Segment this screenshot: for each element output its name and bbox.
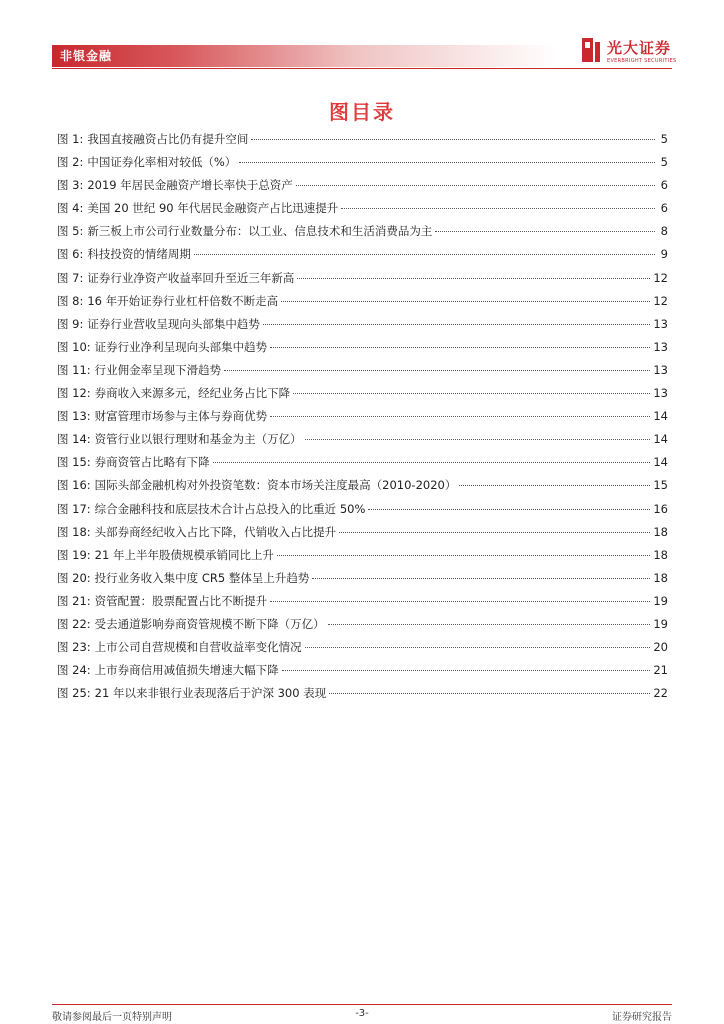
toc-entry-text: 21 年以来非银行业表现落后于沪深 300 表现 bbox=[94, 686, 327, 701]
toc-leader bbox=[270, 601, 650, 602]
toc-leader bbox=[277, 555, 650, 556]
toc-entry[interactable] bbox=[57, 267, 668, 290]
logo-name-en: EVERBRIGHT SECURITIES bbox=[607, 58, 677, 64]
footer-disclaimer: 敬请参阅最后一页特别声明 bbox=[52, 1012, 172, 1023]
toc-leader bbox=[293, 393, 650, 394]
toc-entry-text: 证券行业净利呈现向头部集中趋势 bbox=[94, 339, 268, 354]
toc-entry-page: 13 bbox=[653, 316, 668, 331]
toc-entry-label: 图 19: bbox=[57, 547, 91, 562]
toc-entry-text: 美国 20 世纪 90 年代居民金融资产占比迅速提升 bbox=[87, 201, 339, 216]
toc-leader bbox=[339, 532, 650, 533]
toc-entry-label: 图 9: bbox=[57, 316, 84, 331]
toc-entry-text: 证券行业净资产收益率回升至近三年新高 bbox=[87, 270, 295, 285]
toc-entry-label: 图 17: bbox=[57, 501, 91, 516]
toc-entry[interactable] bbox=[57, 151, 668, 174]
toc-entry[interactable] bbox=[57, 220, 668, 243]
toc-entry-page: 13 bbox=[653, 339, 668, 354]
toc-entry-text: 2019 年居民金融资产增长率快于总资产 bbox=[87, 178, 293, 193]
toc-entry-page: 13 bbox=[653, 362, 668, 377]
toc-leader bbox=[305, 647, 651, 648]
toc-leader bbox=[435, 231, 655, 232]
toc-entry-label: 图 6: bbox=[57, 247, 84, 262]
toc-entry-text: 受去通道影响券商资管规模不断下降（万亿） bbox=[94, 616, 325, 631]
toc-entry-page: 18 bbox=[653, 547, 668, 562]
toc-entry-label: 图 22: bbox=[57, 616, 91, 631]
toc-entry[interactable] bbox=[57, 590, 668, 613]
toc-leader bbox=[297, 278, 650, 279]
toc-leader bbox=[368, 509, 650, 510]
toc-entry-text: 上市券商信用减值损失增速大幅下降 bbox=[94, 663, 279, 678]
toc-entry-label: 图 11: bbox=[57, 362, 91, 377]
toc-entry[interactable] bbox=[57, 336, 668, 359]
toc-entry-text: 财富管理市场参与主体与券商优势 bbox=[94, 409, 268, 424]
toc-entry-text: 综合金融科技和底层技术合计占总投入的比重近 50% bbox=[94, 501, 366, 516]
toc-entry-page: 16 bbox=[653, 501, 668, 516]
toc-entry[interactable] bbox=[57, 613, 668, 636]
toc-entry[interactable] bbox=[57, 544, 668, 567]
toc-entry-label: 图 7: bbox=[57, 270, 84, 285]
toc-entry-page: 13 bbox=[653, 386, 668, 401]
toc-entry-text: 科技投资的情绪周期 bbox=[87, 247, 191, 262]
section-label: 非银金融 bbox=[60, 49, 113, 63]
toc-entry-label: 图 20: bbox=[57, 570, 91, 585]
toc-entry-page: 12 bbox=[653, 270, 668, 285]
header-band bbox=[52, 45, 557, 67]
toc-entry-text: 新三板上市公司行业数量分布：以工业、信息技术和生活消费品为主 bbox=[87, 224, 433, 239]
toc-entry-label: 图 1: bbox=[57, 132, 84, 146]
toc-entry-page: 22 bbox=[653, 686, 668, 701]
toc-entry-text: 投行业务收入集中度 CR5 整体呈上升趋势 bbox=[94, 570, 310, 585]
toc-entry[interactable] bbox=[57, 197, 668, 220]
toc-entry-page: 18 bbox=[653, 524, 668, 539]
toc-entry[interactable] bbox=[57, 567, 668, 590]
toc-entry-label: 图 23: bbox=[57, 640, 91, 655]
toc-leader bbox=[263, 324, 651, 325]
toc-entry[interactable] bbox=[57, 128, 668, 151]
toc-entry[interactable] bbox=[57, 682, 668, 705]
toc-entry-text: 中国证券化率相对较低（%） bbox=[87, 155, 237, 170]
toc-entry-page: 9 bbox=[660, 247, 668, 262]
toc-entry[interactable] bbox=[57, 405, 668, 428]
company-logo bbox=[580, 36, 680, 68]
toc-entry-label: 图 18: bbox=[57, 524, 91, 539]
toc-entry-text: 资管行业以银行理财和基金为主（万亿） bbox=[94, 432, 302, 447]
toc-entry-page: 14 bbox=[653, 432, 668, 447]
toc-entry-page: 8 bbox=[660, 224, 668, 239]
toc-entry-page: 15 bbox=[653, 478, 668, 493]
toc-entry-text: 我国直接融资占比仍有提升空间 bbox=[87, 132, 249, 146]
toc-leader bbox=[213, 462, 651, 463]
toc-leader bbox=[305, 439, 651, 440]
toc-entry-label: 图 21: bbox=[57, 593, 91, 608]
toc-entry-text: 上市公司自营规模和自营收益率变化情况 bbox=[94, 640, 302, 655]
toc-title: 图目录 bbox=[329, 100, 395, 124]
toc-entry-label: 图 10: bbox=[57, 339, 91, 354]
toc-entry-page: 12 bbox=[653, 293, 668, 308]
toc-entry-label: 图 3: bbox=[57, 178, 84, 193]
toc-entry-text: 券商收入来源多元，经纪业务占比下降 bbox=[94, 386, 291, 401]
toc-entry-page: 5 bbox=[660, 132, 668, 146]
toc-leader bbox=[296, 185, 655, 186]
toc-leader bbox=[341, 208, 655, 209]
toc-entry-text: 券商资管占比略有下降 bbox=[94, 455, 210, 470]
toc-entry[interactable] bbox=[57, 636, 668, 659]
toc-entry-page: 6 bbox=[660, 178, 668, 193]
toc-entry-text: 证券行业营收呈现向头部集中趋势 bbox=[87, 316, 260, 331]
toc-leader bbox=[251, 139, 655, 140]
toc-leader bbox=[194, 254, 655, 255]
toc-entry-page: 19 bbox=[653, 616, 668, 631]
toc-entry[interactable] bbox=[57, 290, 668, 313]
toc-entry-page: 6 bbox=[660, 201, 668, 216]
toc-leader bbox=[312, 578, 650, 579]
toc-entry-label: 图 4: bbox=[57, 201, 84, 216]
toc-entry-label: 图 16: bbox=[57, 478, 91, 493]
toc-entry[interactable] bbox=[57, 474, 668, 497]
toc-entry[interactable] bbox=[57, 451, 668, 474]
toc-entry-page: 20 bbox=[653, 640, 668, 655]
toc-entry-text: 国际头部金融机构对外投资笔数：资本市场关注度最高（2010-2020） bbox=[94, 478, 457, 493]
toc-leader bbox=[329, 693, 650, 694]
toc-entry[interactable] bbox=[57, 521, 668, 544]
header-divider bbox=[52, 68, 672, 69]
toc-leader bbox=[281, 301, 650, 302]
toc-entry-text: 资管配置：股票配置占比不断提升 bbox=[94, 593, 268, 608]
footer-doc-type: 证券研究报告 bbox=[612, 1012, 672, 1023]
logo-mark-icon bbox=[580, 36, 602, 64]
toc-entry-page: 14 bbox=[653, 455, 668, 470]
toc-entry[interactable] bbox=[57, 359, 668, 382]
toc-entry-label: 图 8: bbox=[57, 293, 84, 308]
toc-entry-label: 图 15: bbox=[57, 455, 91, 470]
toc-entry-page: 21 bbox=[653, 663, 668, 678]
toc-entry[interactable] bbox=[57, 382, 668, 405]
toc-leader bbox=[459, 485, 650, 486]
toc-entry-page: 18 bbox=[653, 570, 668, 585]
toc-list bbox=[57, 128, 668, 705]
toc-entry-label: 图 2: bbox=[57, 155, 84, 170]
toc-entry[interactable] bbox=[57, 174, 668, 197]
toc-entry[interactable] bbox=[57, 659, 668, 682]
toc-entry-label: 图 24: bbox=[57, 663, 91, 678]
toc-entry-label: 图 5: bbox=[57, 224, 84, 239]
toc-entry-text: 21 年上半年股债规模承销同比上升 bbox=[94, 547, 274, 562]
toc-leader bbox=[239, 162, 655, 163]
toc-entry-page: 5 bbox=[660, 155, 668, 170]
footer-page-number: -3- bbox=[355, 1008, 369, 1019]
toc-entry-page: 14 bbox=[653, 409, 668, 424]
toc-entry[interactable] bbox=[57, 428, 668, 451]
toc-entry-text: 16 年开始证券行业杠杆倍数不断走高 bbox=[87, 293, 279, 308]
toc-leader bbox=[328, 624, 651, 625]
toc-leader bbox=[282, 670, 651, 671]
footer-divider bbox=[52, 1004, 672, 1005]
toc-entry-label: 图 12: bbox=[57, 386, 91, 401]
toc-leader bbox=[224, 370, 650, 371]
logo-name-cn: 光大证券 bbox=[607, 39, 672, 57]
toc-entry[interactable] bbox=[57, 498, 668, 521]
toc-entry-text: 头部券商经纪收入占比下降，代销收入占比提升 bbox=[94, 524, 337, 539]
toc-entry-text: 行业佣金率呈现下滑趋势 bbox=[94, 362, 222, 377]
toc-entry-label: 图 25: bbox=[57, 686, 91, 701]
toc-entry-label: 图 14: bbox=[57, 432, 91, 447]
toc-leader bbox=[270, 347, 650, 348]
toc-entry[interactable] bbox=[57, 243, 668, 266]
toc-leader bbox=[270, 416, 650, 417]
toc-entry[interactable] bbox=[57, 313, 668, 336]
toc-entry-page: 19 bbox=[653, 593, 668, 608]
toc-entry-label: 图 13: bbox=[57, 409, 91, 424]
